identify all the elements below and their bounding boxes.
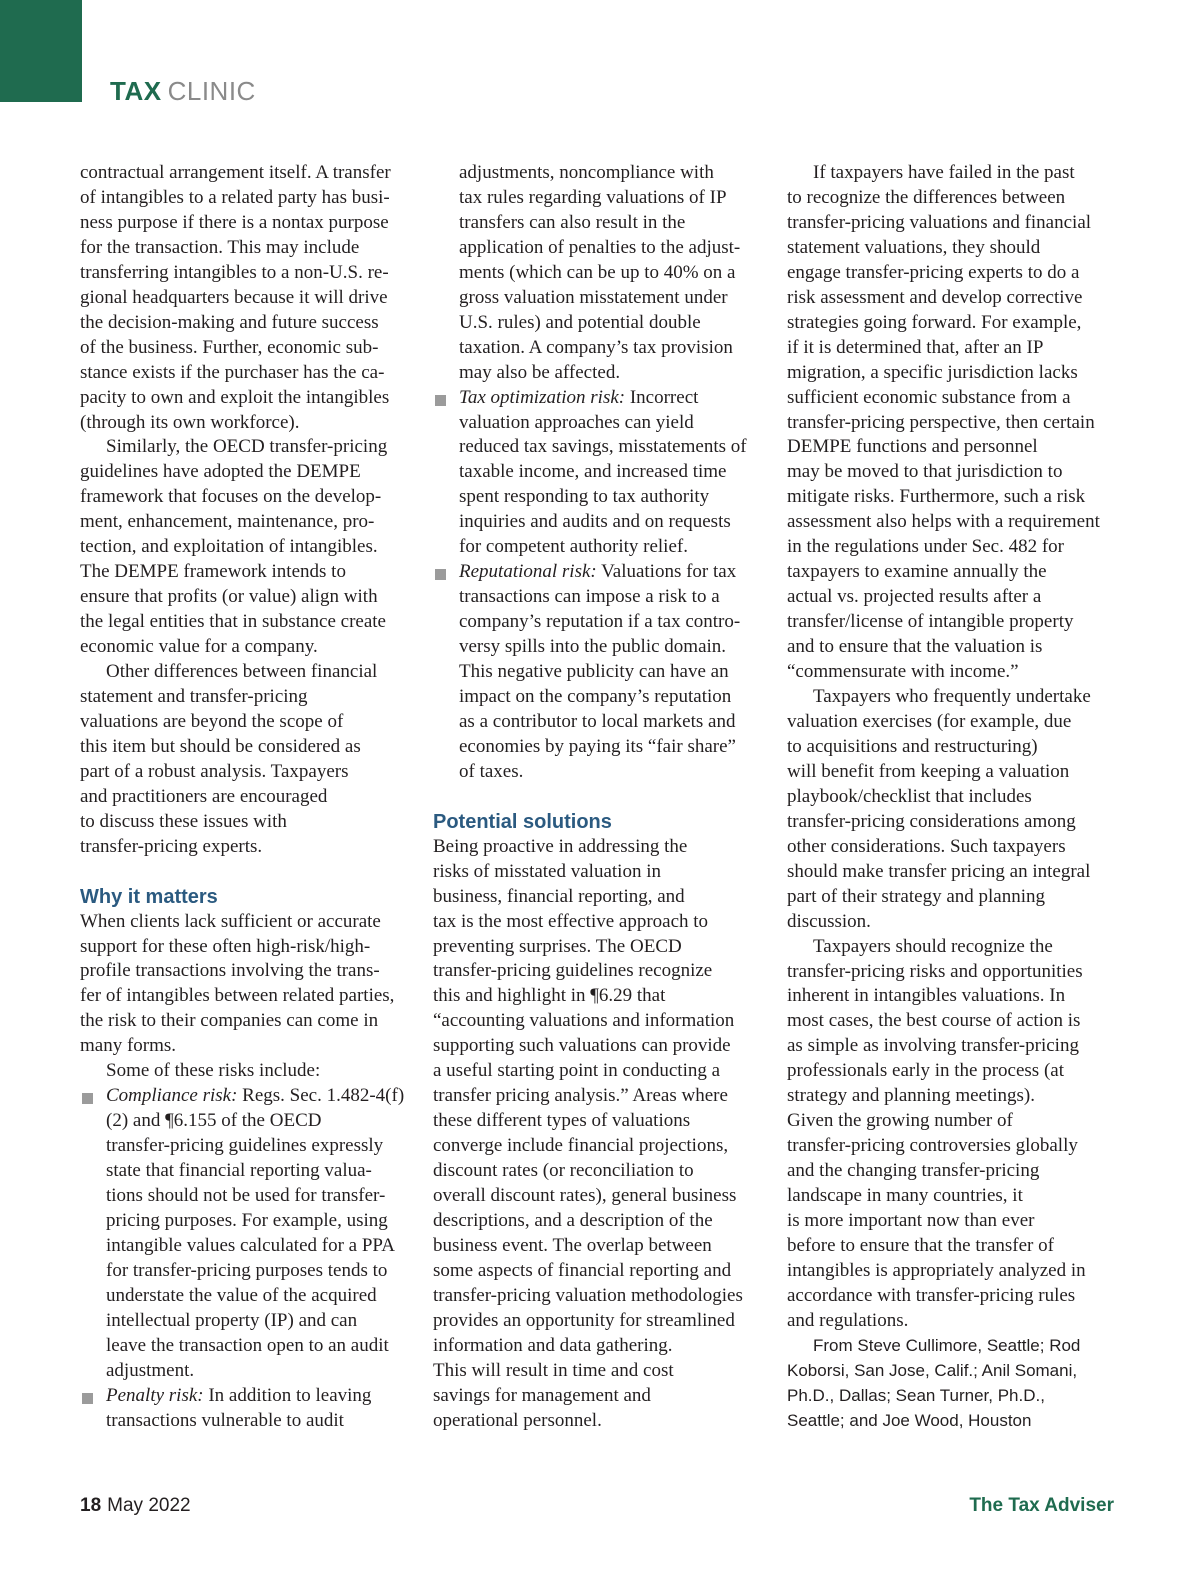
- bullet-line: [433, 560, 766, 585]
- text-line: DEMPE functions and personnel: [787, 436, 1038, 458]
- text-line: a useful starting point in conducting a: [433, 1060, 721, 1082]
- text-line: statement and transfer-pricing: [80, 686, 308, 708]
- text-line: as simple as involving transfer-pricing: [787, 1035, 1079, 1057]
- text-line: transactions vulnerable to audit: [106, 1409, 344, 1431]
- text-line: risks of misstated valuation in: [433, 860, 661, 882]
- text-line: part of a robust analysis. Taxpayers: [80, 760, 349, 782]
- column-3: [787, 161, 1120, 1434]
- text-line: This negative publicity can have an: [459, 661, 729, 683]
- text-line: “commensurate with income.”: [787, 661, 1019, 683]
- text-line: the risk to their companies can come in: [80, 1010, 379, 1032]
- page-number: 18: [80, 1495, 102, 1516]
- section-label-light: CLINIC: [167, 76, 256, 106]
- text-line: for transfer-pricing purposes tends to: [106, 1259, 388, 1281]
- text-line: fer of intangibles between related parties,: [80, 985, 395, 1007]
- text-line: descriptions, and a description of the: [433, 1210, 713, 1232]
- text-line: profile transactions involving the trans-: [80, 960, 380, 982]
- text-line: may also be affected.: [459, 361, 621, 383]
- text-line: for competent authority relief.: [459, 536, 688, 558]
- text-line: professionals early in the process (at: [787, 1060, 1064, 1082]
- text-line: transfer-pricing valuations and financial: [787, 211, 1092, 233]
- text-line: pricing purposes. For example, using: [106, 1210, 388, 1232]
- text-line: Taxpayers who frequently undertake: [813, 686, 1091, 708]
- text-line: guidelines have adopted the DEMPE: [80, 461, 361, 483]
- text-line: “accounting valuations and information: [433, 1010, 735, 1032]
- contributors: [787, 1334, 1120, 1434]
- text-line: in the regulations under Sec. 482 for: [787, 536, 1065, 558]
- text-line: is more important now than ever: [787, 1210, 1035, 1232]
- text-line: valuations are beyond the scope of: [80, 710, 344, 732]
- text-line: transfer-pricing considerations among: [787, 810, 1076, 832]
- text-line: many forms.: [80, 1035, 177, 1057]
- text-line: playbook/checklist that includes: [787, 785, 1032, 807]
- text-line: stance exists if the purchaser has the ca-: [80, 361, 385, 383]
- text-line: sufficient economic substance from a: [787, 386, 1071, 408]
- text-line: and regulations.: [787, 1309, 909, 1331]
- contributor-line: Koborsi, San Jose, Calif.; Anil Somani,: [787, 1360, 1078, 1380]
- text-line: adjustment.: [106, 1359, 195, 1381]
- text-line: transfer-pricing perspective, then certain: [787, 411, 1095, 433]
- text-line: transfer pricing analysis.” Areas where: [433, 1085, 728, 1107]
- text-line: ment, enhancement, maintenance, pro-: [80, 511, 375, 533]
- text-line: the legal entities that in substance create: [80, 611, 386, 633]
- spacer: [433, 785, 766, 810]
- text-line: (through its own workforce).: [80, 411, 300, 433]
- text-line: taxable income, and increased time: [459, 461, 727, 483]
- text-line: This will result in time and cost: [433, 1359, 674, 1381]
- text-line: some aspects of financial reporting and: [433, 1259, 732, 1281]
- text-line: of intangibles to a related party has busi-: [80, 186, 390, 208]
- text-line: will benefit from keeping a valuation: [787, 760, 1070, 782]
- bullet-label: Penalty risk:: [106, 1384, 204, 1406]
- section-heading-potential-solutions: Potential solutions: [433, 810, 612, 833]
- text-line: and practitioners are encouraged: [80, 785, 328, 807]
- text-line: and to ensure that the valuation is: [787, 636, 1043, 658]
- text-line: to acquisitions and restructuring): [787, 735, 1038, 757]
- text-line: converge include financial projections,: [433, 1135, 729, 1157]
- paragraph: [787, 685, 1120, 935]
- text-line: this and highlight in ¶6.29 that: [433, 985, 666, 1007]
- text-line: Other differences between financial: [106, 661, 378, 683]
- paragraph: [433, 835, 766, 1434]
- text-line: the decision-making and future success: [80, 311, 379, 333]
- text-line: economic value for a company.: [80, 636, 318, 658]
- section-color-tab: [0, 0, 82, 102]
- text-line: ensure that profits (or value) align with: [80, 586, 378, 608]
- paragraph: [787, 161, 1120, 685]
- section-label-bold: TAX: [110, 76, 162, 106]
- text-line: inquiries and audits and on requests: [459, 511, 731, 533]
- text-line: valuation approaches can yield: [459, 411, 694, 433]
- text-line: actual vs. projected results after a: [787, 586, 1042, 608]
- text-line: if it is determined that, after an IP: [787, 336, 1044, 358]
- text-line: preventing surprises. The OECD: [433, 935, 682, 957]
- text-line: intangible values calculated for a PPA: [106, 1234, 395, 1256]
- text-line: this item but should be considered as: [80, 735, 361, 757]
- text-line: ments (which can be up to 40% on a: [459, 261, 736, 283]
- text-line: leave the transaction open to an audit: [106, 1334, 389, 1356]
- bullet-compliance-risk: [80, 1084, 412, 1383]
- text-line: economies by paying its “fair share”: [459, 735, 736, 757]
- text-line: taxpayers to examine annually the: [787, 561, 1047, 583]
- text-line: U.S. rules) and potential double: [459, 311, 701, 333]
- text-line: adjustments, noncompliance with: [459, 162, 714, 183]
- bullet-text: Regs. Sec. 1.482-4(f): [237, 1085, 405, 1107]
- text-line: (2) and ¶6.155 of the OECD: [106, 1110, 322, 1132]
- text-line: state that financial reporting valua-: [106, 1160, 372, 1182]
- text-line: ness purpose if there is a nontax purpose: [80, 211, 389, 233]
- text-line: may be moved to that jurisdiction to: [787, 461, 1063, 483]
- text-line: to discuss these issues with: [80, 810, 287, 832]
- text-line: savings for management and: [433, 1384, 651, 1406]
- text-line: mitigate risks. Furthermore, such a risk: [787, 486, 1086, 508]
- text-line: before to ensure that the transfer of: [787, 1234, 1054, 1256]
- text-line: assessment also helps with a requirement: [787, 511, 1100, 533]
- text-line: Being proactive in addressing the: [433, 835, 688, 857]
- text-line: strategy and planning meetings).: [787, 1085, 1035, 1107]
- text-line: Some of these risks include:: [106, 1060, 321, 1082]
- text-line: impact on the company’s reputation: [459, 686, 732, 708]
- text-line: transfers can also result in the: [459, 211, 686, 233]
- text-line: of taxes.: [459, 760, 524, 782]
- text-line: migration, a specific jurisdiction lacks: [787, 361, 1078, 383]
- text-line: tions should not be used for transfer-: [106, 1185, 386, 1207]
- column-1: [80, 161, 412, 1434]
- text-line: gional headquarters because it will drive: [80, 286, 388, 308]
- text-line: should make transfer pricing an integral: [787, 860, 1091, 882]
- text-line: these different types of valuations: [433, 1110, 691, 1132]
- text-line: transferring intangibles to a non-U.S. re-: [80, 261, 389, 283]
- paragraph: [80, 435, 412, 660]
- bullet-line: [80, 1384, 412, 1409]
- text-line: understate the value of the acquired: [106, 1284, 377, 1306]
- paragraph: [80, 161, 412, 435]
- text-line: transfer/license of intangible property: [787, 611, 1074, 633]
- text-line: and the changing transfer-pricing: [787, 1160, 1040, 1182]
- text-line: risk assessment and develop corrective: [787, 286, 1083, 308]
- text-line: intellectual property (IP) and can: [106, 1309, 358, 1331]
- text-line: If taxpayers have failed in the past: [813, 162, 1075, 183]
- bullet-line: [433, 386, 766, 411]
- section-header: [110, 76, 256, 107]
- contributor-line: Seattle; and Joe Wood, Houston: [787, 1410, 1032, 1430]
- bullet-text: In addition to leaving: [203, 1384, 372, 1406]
- text-line: of the business. Further, economic sub-: [80, 336, 379, 358]
- text-line: information and data gathering.: [433, 1334, 673, 1356]
- column-2: [433, 161, 766, 1434]
- paragraph: [80, 910, 412, 1060]
- contributor-line: From Steve Cullimore, Seattle; Rod: [813, 1335, 1081, 1355]
- text-line: transactions can impose a risk to a: [459, 586, 720, 608]
- text-line: gross valuation misstatement under: [459, 286, 728, 308]
- contributor-line: Ph.D., Dallas; Sean Turner, Ph.D.,: [787, 1385, 1045, 1405]
- text-line: valuation exercises (for example, due: [787, 710, 1072, 732]
- bullet-penalty-risk: [80, 1384, 412, 1434]
- text-line: pacity to own and exploit the intangibles: [80, 386, 390, 408]
- text-line: other considerations. Such taxpayers: [787, 835, 1066, 857]
- text-line: transfer-pricing guidelines expressly: [106, 1135, 384, 1157]
- text-line: intangibles is appropriately analyzed in: [787, 1259, 1086, 1281]
- bullet-text: Valuations for tax: [596, 561, 737, 583]
- text-line: transfer-pricing experts.: [80, 835, 263, 857]
- text-line: engage transfer-pricing experts to do a: [787, 261, 1080, 283]
- text-line: transfer-pricing guidelines recognize: [433, 960, 713, 982]
- publication-name: The Tax Adviser: [969, 1495, 1114, 1516]
- bullet-tax-optimization-risk: [433, 386, 766, 561]
- paragraph: [80, 660, 412, 860]
- text-line: inherent in intangibles valuations. In: [787, 985, 1066, 1007]
- text-line: tax is the most effective approach to: [433, 910, 709, 932]
- text-line: reduced tax savings, misstatements of: [459, 436, 747, 458]
- bullet-line: [80, 1084, 412, 1109]
- paragraph: [787, 935, 1120, 1334]
- text-line: provides an opportunity for streamlined: [433, 1309, 735, 1331]
- text-line: framework that focuses on the develop-: [80, 486, 382, 508]
- text-line: Similarly, the OECD transfer-pricing: [106, 436, 388, 458]
- text-line: company’s reputation if a tax contro-: [459, 611, 741, 633]
- text-line: support for these often high-risk/high-: [80, 935, 371, 957]
- bullet-penalty-risk-continued: [433, 161, 766, 386]
- bullet-label: Tax optimization risk:: [459, 386, 626, 408]
- text-line: landscape in many countries, it: [787, 1185, 1023, 1207]
- text-line: Taxpayers should recognize the: [813, 935, 1053, 957]
- text-line: When clients lack sufficient or accurate: [80, 910, 381, 932]
- text-line: tection, and exploitation of intangibles.: [80, 536, 378, 558]
- text-line: contractual arrangement itself. A transfer: [80, 162, 391, 183]
- text-line: as a contributor to local markets and: [459, 710, 736, 732]
- text-line: strategies going forward. For example,: [787, 311, 1082, 333]
- text-line: versy spills into the public domain.: [459, 636, 727, 658]
- text-line: business, financial reporting, and: [433, 885, 685, 907]
- bullet-label: Reputational risk:: [459, 561, 597, 583]
- text-line: discussion.: [787, 910, 871, 932]
- section-heading-why-it-matters: Why it matters: [80, 885, 218, 908]
- text-line: tax rules regarding valuations of IP: [459, 186, 727, 208]
- text-line: transfer-pricing valuation methodologies: [433, 1284, 743, 1306]
- text-line: operational personnel.: [433, 1409, 602, 1431]
- text-line: discount rates (or reconciliation to: [433, 1160, 694, 1182]
- text-line: Given the growing number of: [787, 1110, 1013, 1132]
- text-line: business event. The overlap between: [433, 1234, 712, 1256]
- text-line: most cases, the best course of action is: [787, 1010, 1081, 1032]
- text-line: spent responding to tax authority: [459, 486, 710, 508]
- text-line: statement valuations, they should: [787, 236, 1041, 258]
- text-line: part of their strategy and planning: [787, 885, 1046, 907]
- issue-date: May 2022: [107, 1495, 191, 1516]
- text-line: The DEMPE framework intends to: [80, 561, 346, 583]
- bullet-text: Incorrect: [625, 386, 699, 408]
- bullet-label: Compliance risk:: [106, 1085, 238, 1107]
- bullet-reputational-risk: [433, 560, 766, 785]
- text-line: supporting such valuations can provide: [433, 1035, 731, 1057]
- text-line: accordance with transfer-pricing rules: [787, 1284, 1076, 1306]
- text-line: to recognize the differences between: [787, 186, 1066, 208]
- text-line: application of penalties to the adjust-: [459, 236, 741, 258]
- footer-page-info: [80, 1495, 191, 1517]
- text-line: for the transaction. This may include: [80, 236, 360, 258]
- text-line: transfer-pricing controversies globally: [787, 1135, 1078, 1157]
- spacer: [80, 860, 412, 885]
- text-line: overall discount rates), general business: [433, 1185, 737, 1207]
- text-line: taxation. A company’s tax provision: [459, 336, 733, 358]
- text-line: transfer-pricing risks and opportunities: [787, 960, 1083, 982]
